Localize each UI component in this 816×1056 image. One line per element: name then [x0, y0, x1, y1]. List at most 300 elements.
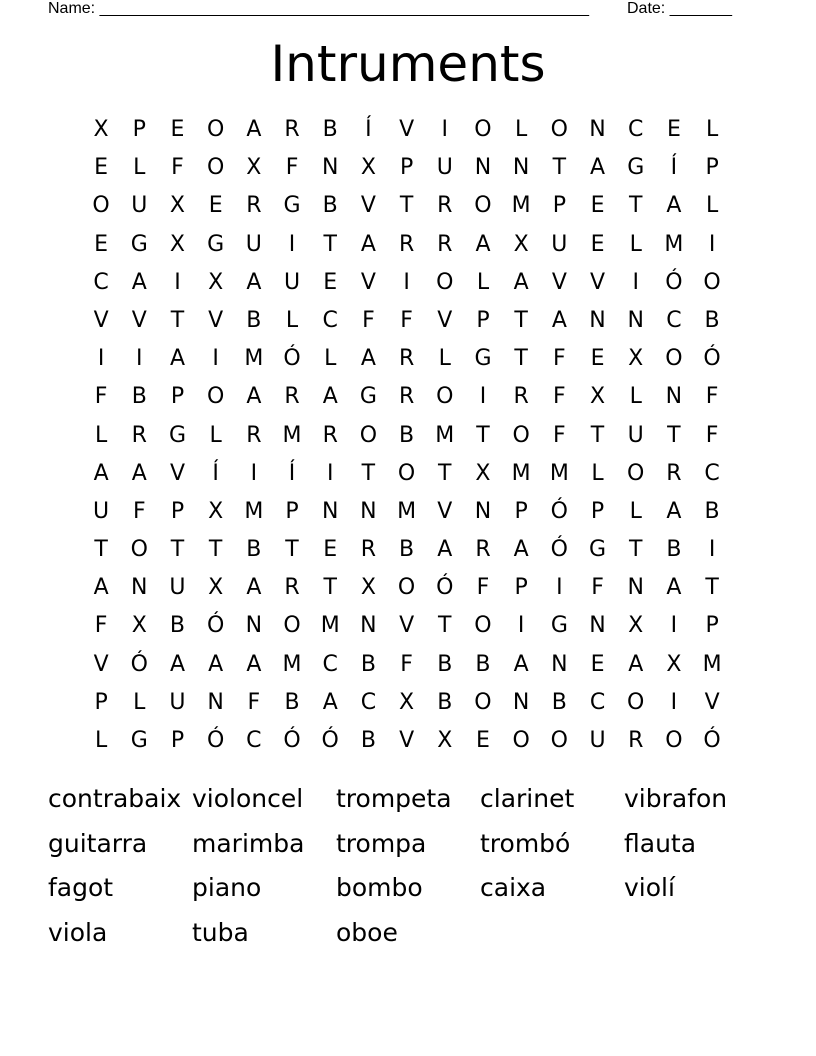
grid-letter[interactable]: X	[666, 651, 682, 677]
grid-letter[interactable]: M	[511, 193, 531, 219]
grid-letter[interactable]: U	[131, 193, 148, 219]
grid-letter[interactable]: I	[708, 231, 716, 257]
grid-letter[interactable]: L	[705, 193, 719, 219]
grid-letter[interactable]: R	[360, 537, 377, 563]
grid-letter[interactable]: T	[285, 537, 299, 563]
grid-letter[interactable]: Í	[670, 155, 678, 181]
grid-letter[interactable]: E	[94, 155, 109, 181]
grid-letter[interactable]: I	[479, 384, 487, 410]
grid-letter[interactable]: N	[207, 689, 224, 715]
grid-letter[interactable]: T	[552, 155, 567, 181]
grid-letter[interactable]: O	[436, 269, 454, 295]
grid-letter[interactable]: L	[515, 117, 528, 142]
grid-letter[interactable]: X	[246, 155, 262, 181]
grid-letter[interactable]: V	[437, 307, 453, 333]
grid-letter[interactable]: M	[244, 498, 264, 524]
grid-letter[interactable]: N	[512, 155, 530, 181]
grid-letter[interactable]: N	[512, 689, 530, 715]
grid-letter[interactable]: T	[438, 460, 452, 486]
grid-letter[interactable]: B	[475, 651, 491, 677]
grid-letter[interactable]: M	[282, 422, 302, 448]
grid-letter[interactable]: U	[169, 689, 186, 715]
grid-letter[interactable]: I	[403, 269, 410, 295]
grid-letter[interactable]: U	[245, 231, 262, 257]
grid-letter[interactable]: E	[323, 269, 338, 295]
grid-letter[interactable]: G	[130, 231, 148, 257]
grid-letter[interactable]: V	[169, 460, 185, 486]
grid-letter[interactable]: R	[322, 422, 338, 448]
grid-letter[interactable]: M	[702, 651, 722, 677]
grid-letter[interactable]: C	[666, 307, 682, 333]
grid-letter[interactable]: C	[589, 689, 606, 715]
grid-letter[interactable]: P	[705, 613, 719, 639]
grid-letter[interactable]: R	[131, 422, 147, 448]
grid-letter[interactable]: U	[551, 231, 568, 257]
grid-letter[interactable]: L	[285, 307, 299, 333]
grid-letter[interactable]: E	[590, 193, 605, 219]
grid-letter[interactable]: X	[208, 269, 224, 295]
grid-letter[interactable]: F	[553, 422, 566, 448]
grid-letter[interactable]: N	[589, 117, 606, 142]
grid-letter[interactable]: R	[666, 460, 682, 486]
name-field-label: Name: _______________________________________________________	[48, 0, 589, 17]
grid-letter[interactable]: N	[474, 155, 492, 181]
grid-letter[interactable]: P	[132, 117, 146, 142]
word-list-item: caixa	[480, 873, 547, 902]
grid-letter[interactable]: A	[246, 384, 262, 410]
grid-letter[interactable]: P	[590, 498, 605, 524]
grid-letter[interactable]: N	[321, 498, 339, 524]
grid-letter[interactable]: N	[627, 575, 644, 601]
grid-letter[interactable]: E	[323, 537, 338, 563]
grid-letter[interactable]: N	[474, 498, 492, 524]
grid-letter[interactable]: X	[628, 346, 644, 372]
grid-letter[interactable]: I	[174, 269, 181, 295]
grid-letter[interactable]: V	[399, 728, 415, 753]
grid-letter[interactable]: A	[322, 689, 338, 715]
grid-letter[interactable]: V	[590, 269, 606, 295]
grid-letter[interactable]: T	[514, 346, 528, 372]
grid-letter[interactable]: R	[437, 231, 453, 257]
grid-letter[interactable]: R	[284, 384, 300, 410]
grid-letter[interactable]: F	[132, 498, 146, 524]
grid-letter[interactable]: P	[514, 575, 528, 601]
grid-letter[interactable]: I	[517, 613, 525, 639]
grid-letter[interactable]: P	[170, 728, 185, 753]
grid-letter[interactable]: B	[169, 613, 186, 639]
page-title: Intruments	[270, 35, 546, 93]
grid-letter[interactable]: G	[589, 537, 607, 563]
grid-letter[interactable]: X	[208, 498, 224, 524]
grid-letter[interactable]: R	[398, 231, 415, 257]
grid-letter[interactable]: O	[627, 689, 645, 715]
grid-letter[interactable]: L	[133, 155, 146, 181]
grid-letter[interactable]: F	[400, 651, 413, 677]
grid-letter[interactable]: O	[206, 384, 225, 410]
grid-letter[interactable]: X	[169, 193, 185, 219]
grid-letter[interactable]: C	[704, 460, 720, 486]
grid-letter[interactable]: L	[629, 384, 642, 410]
grid-letter[interactable]: V	[93, 307, 109, 333]
grid-letter[interactable]: R	[284, 117, 300, 142]
grid-letter[interactable]: F	[705, 384, 719, 410]
grid-letter[interactable]: A	[590, 155, 606, 181]
grid-letter[interactable]: N	[245, 613, 263, 639]
grid-letter[interactable]: G	[207, 231, 225, 257]
grid-letter[interactable]: I	[288, 231, 296, 257]
grid-letter[interactable]: T	[514, 307, 528, 333]
grid-letter[interactable]: L	[476, 269, 490, 295]
grid-letter[interactable]: R	[437, 193, 453, 219]
grid-letter[interactable]: P	[476, 307, 490, 333]
grid-letter[interactable]: A	[322, 384, 338, 410]
grid-letter[interactable]: R	[284, 575, 300, 601]
grid-letter[interactable]: M	[664, 231, 684, 257]
grid-letter[interactable]: A	[437, 537, 453, 563]
grid-letter[interactable]: L	[629, 498, 642, 524]
grid-letter[interactable]: F	[591, 575, 604, 601]
grid-letter[interactable]: N	[627, 307, 644, 333]
grid-letter[interactable]: M	[397, 498, 417, 524]
grid-letter[interactable]: Í	[212, 460, 219, 486]
word-list-item: oboe	[336, 917, 398, 947]
grid-letter[interactable]: A	[513, 269, 529, 295]
grid-letter[interactable]: T	[170, 307, 185, 333]
grid-letter[interactable]: F	[171, 155, 184, 181]
grid-letter[interactable]: G	[550, 613, 568, 639]
grid-letter[interactable]: O	[703, 269, 721, 295]
grid-letter[interactable]: O	[512, 728, 530, 753]
grid-letter[interactable]: L	[209, 422, 222, 448]
grid-letter[interactable]: X	[208, 575, 224, 601]
grid-letter[interactable]: O	[206, 155, 225, 181]
grid-letter[interactable]: M	[549, 460, 569, 486]
grid-letter[interactable]: Ó	[703, 728, 721, 753]
grid-letter[interactable]: Ó	[665, 269, 683, 295]
word-list-item: trompeta	[336, 784, 452, 813]
grid-letter[interactable]: Ó	[206, 728, 225, 753]
grid-letter[interactable]: M	[320, 613, 340, 639]
grid-letter[interactable]: A	[666, 575, 682, 601]
grid-letter[interactable]: G	[627, 155, 645, 181]
grid-letter[interactable]: O	[627, 460, 645, 486]
grid-letter[interactable]: B	[666, 537, 682, 563]
grid-letter[interactable]: G	[168, 422, 186, 448]
grid-letter[interactable]: T	[323, 231, 337, 257]
grid-letter[interactable]: O	[550, 728, 568, 753]
grid-letter[interactable]: B	[437, 651, 453, 677]
grid-letter[interactable]: B	[399, 422, 415, 448]
grid-letter[interactable]: A	[513, 537, 529, 563]
grid-letter[interactable]: N	[589, 613, 606, 639]
grid-letter[interactable]: I	[670, 689, 678, 715]
grid-letter[interactable]: L	[438, 346, 451, 372]
grid-letter[interactable]: V	[208, 307, 224, 333]
grid-letter[interactable]: P	[514, 498, 528, 524]
grid-letter[interactable]: V	[437, 498, 453, 524]
grid-letter[interactable]: M	[511, 460, 531, 486]
grid-letter[interactable]: A	[360, 346, 376, 372]
grid-letter[interactable]: V	[360, 193, 376, 219]
grid-letter[interactable]: O	[92, 193, 110, 219]
grid-letter[interactable]: B	[131, 384, 147, 410]
grid-letter[interactable]: U	[589, 728, 606, 753]
grid-letter[interactable]: O	[397, 460, 416, 486]
grid-letter[interactable]: A	[666, 193, 682, 219]
grid-row	[82, 722, 732, 760]
grid-letter[interactable]: B	[551, 689, 567, 715]
grid-letter[interactable]: B	[399, 537, 415, 563]
grid-letter[interactable]: P	[705, 155, 719, 181]
grid-letter[interactable]: T	[361, 460, 376, 486]
grid-letter[interactable]: U	[627, 422, 644, 448]
grid-letter[interactable]: F	[247, 689, 261, 715]
grid-letter[interactable]: I	[250, 460, 258, 486]
grid-letter[interactable]: Ó	[206, 613, 225, 639]
grid-letter[interactable]: E	[94, 231, 109, 257]
grid-letter[interactable]: V	[704, 689, 720, 715]
grid-letter[interactable]: T	[628, 537, 643, 563]
grid-letter[interactable]: G	[283, 193, 301, 219]
grid-letter[interactable]: Ó	[283, 728, 301, 753]
grid-letter[interactable]: P	[399, 155, 414, 181]
grid-letter[interactable]: I	[441, 117, 449, 142]
grid-letter[interactable]: G	[359, 384, 377, 410]
grid-letter[interactable]: N	[551, 651, 568, 677]
grid-letter[interactable]: V	[399, 613, 415, 639]
grid-letter[interactable]: A	[131, 460, 147, 486]
grid-letter[interactable]: G	[130, 728, 148, 753]
grid-letter[interactable]: X	[437, 728, 453, 753]
grid-letter[interactable]: A	[628, 651, 644, 677]
grid-letter[interactable]: C	[628, 117, 644, 142]
grid-letter[interactable]: B	[360, 728, 376, 753]
grid-letter[interactable]: L	[324, 346, 337, 372]
grid-letter[interactable]: F	[94, 613, 108, 639]
grid-letter[interactable]: L	[94, 422, 108, 448]
grid-letter[interactable]: X	[360, 575, 376, 601]
grid-letter[interactable]: Ó	[130, 651, 148, 677]
grid-letter[interactable]: E	[590, 346, 605, 372]
grid-letter[interactable]: T	[323, 575, 337, 601]
grid-letter[interactable]: U	[436, 155, 453, 181]
grid-row	[82, 149, 732, 187]
grid-letter[interactable]: E	[666, 117, 681, 142]
word-list-item: violí	[624, 873, 675, 902]
grid-letter[interactable]: R	[246, 193, 262, 219]
grid-letter[interactable]: A	[246, 651, 262, 677]
grid-letter[interactable]: N	[360, 613, 377, 639]
grid-letter[interactable]: N	[131, 575, 148, 601]
grid-letter[interactable]: T	[94, 537, 108, 563]
grid-letter[interactable]: A	[93, 575, 109, 601]
grid-letter[interactable]: Ó	[550, 537, 568, 563]
grid-letter[interactable]: N	[321, 155, 339, 181]
grid-letter[interactable]: C	[93, 269, 109, 295]
grid-letter[interactable]: R	[398, 346, 415, 372]
grid-letter[interactable]: F	[400, 307, 413, 333]
grid-letter[interactable]: I	[326, 460, 334, 486]
grid-letter[interactable]: L	[133, 689, 146, 715]
grid-letter[interactable]: B	[437, 689, 453, 715]
grid-letter[interactable]: Í	[288, 460, 296, 486]
grid-letter[interactable]: I	[556, 575, 563, 601]
grid-letter[interactable]: O	[474, 193, 492, 219]
grid-letter[interactable]: Ó	[283, 346, 301, 372]
grid-letter[interactable]: A	[360, 231, 376, 257]
grid-letter[interactable]: A	[169, 651, 185, 677]
grid-letter[interactable]: P	[170, 498, 185, 524]
grid-letter[interactable]: N	[665, 384, 683, 410]
grid-letter[interactable]: G	[474, 346, 492, 372]
grid-letter[interactable]: E	[476, 728, 490, 753]
grid-letter[interactable]: L	[705, 117, 719, 142]
grid-letter[interactable]: B	[284, 689, 300, 715]
grid-letter[interactable]: T	[590, 422, 605, 448]
grid-letter[interactable]: T	[628, 193, 643, 219]
word-search-grid	[82, 111, 732, 760]
grid-letter[interactable]: U	[93, 498, 110, 524]
grid-letter[interactable]: Ó	[550, 498, 568, 524]
grid-letter[interactable]: I	[212, 346, 219, 372]
grid-letter[interactable]: B	[360, 651, 376, 677]
grid-letter[interactable]: O	[474, 613, 492, 639]
grid-letter[interactable]: T	[705, 575, 719, 601]
grid-letter[interactable]: X	[169, 231, 185, 257]
grid-letter[interactable]: R	[628, 728, 644, 753]
grid-letter[interactable]: O	[206, 117, 225, 142]
grid-letter[interactable]: A	[475, 231, 491, 257]
grid-letter[interactable]: A	[169, 346, 185, 372]
grid-letter[interactable]: R	[513, 384, 529, 410]
grid-letter[interactable]: Í	[365, 117, 372, 142]
grid-letter[interactable]: B	[322, 193, 338, 219]
grid-letter[interactable]: P	[285, 498, 299, 524]
grid-letter[interactable]: E	[590, 231, 605, 257]
grid-letter[interactable]: Ó	[321, 728, 339, 753]
grid-letter[interactable]: Ó	[703, 346, 721, 372]
grid-letter[interactable]: X	[131, 613, 147, 639]
grid-letter[interactable]: V	[93, 651, 109, 677]
grid-letter[interactable]: F	[553, 384, 566, 410]
grid-letter[interactable]: M	[244, 346, 264, 372]
grid-letter[interactable]: B	[246, 307, 262, 333]
grid-letter[interactable]: O	[665, 346, 683, 372]
grid-letter[interactable]: B	[322, 117, 338, 142]
grid-letter[interactable]: L	[629, 231, 642, 257]
grid-letter[interactable]: M	[435, 422, 455, 448]
grid-letter[interactable]: X	[360, 155, 376, 181]
grid-letter[interactable]: P	[94, 689, 108, 715]
grid-letter[interactable]: E	[590, 651, 605, 677]
grid-row	[82, 607, 732, 645]
grid-letter[interactable]: R	[475, 537, 491, 563]
grid-letter[interactable]: F	[285, 155, 299, 181]
grid-letter[interactable]: B	[704, 307, 720, 333]
grid-row	[82, 417, 732, 455]
grid-letter[interactable]: B	[246, 537, 262, 563]
grid-letter[interactable]: A	[246, 269, 262, 295]
grid-letter[interactable]: X	[475, 460, 491, 486]
grid-letter[interactable]: I	[670, 613, 678, 639]
grid-letter[interactable]: T	[438, 613, 452, 639]
grid-letter[interactable]: O	[436, 384, 454, 410]
grid-letter[interactable]: C	[246, 728, 262, 753]
grid-letter[interactable]: X	[93, 117, 109, 142]
grid-letter[interactable]: F	[553, 346, 566, 372]
grid-letter[interactable]: F	[705, 422, 719, 448]
grid-letter[interactable]: O	[359, 422, 378, 448]
grid-letter[interactable]: N	[589, 307, 606, 333]
grid-letter[interactable]: X	[589, 384, 606, 410]
grid-letter[interactable]: T	[667, 422, 681, 448]
grid-letter[interactable]: E	[208, 193, 223, 219]
grid-letter[interactable]: T	[208, 537, 223, 563]
grid-letter[interactable]: I	[632, 269, 639, 295]
grid-letter[interactable]: A	[93, 460, 109, 486]
grid-letter[interactable]: C	[360, 689, 377, 715]
grid-letter[interactable]: P	[552, 193, 566, 219]
grid-letter[interactable]: A	[246, 575, 262, 601]
grid-letter[interactable]: C	[322, 307, 338, 333]
grid-letter[interactable]: T	[399, 193, 414, 219]
grid-letter[interactable]: O	[550, 117, 568, 142]
grid-letter[interactable]: O	[474, 689, 492, 715]
grid-letter[interactable]: U	[283, 269, 301, 295]
grid-letter[interactable]: T	[170, 537, 185, 563]
grid-letter[interactable]: O	[512, 422, 530, 448]
grid-letter[interactable]: E	[170, 117, 185, 142]
grid-letter[interactable]: C	[322, 651, 338, 677]
grid-letter[interactable]: V	[360, 269, 376, 295]
grid-letter[interactable]: A	[666, 498, 682, 524]
grid-letter[interactable]: I	[708, 537, 716, 563]
grid-letter[interactable]: B	[704, 498, 720, 524]
grid-letter[interactable]: T	[476, 422, 490, 448]
grid-letter[interactable]: M	[282, 651, 302, 677]
grid-letter[interactable]: R	[246, 422, 262, 448]
grid-letter[interactable]: O	[283, 613, 301, 639]
grid-letter[interactable]: A	[246, 117, 262, 142]
grid-letter[interactable]: F	[362, 307, 375, 333]
grid-letter[interactable]: A	[513, 651, 529, 677]
grid-letter[interactable]: V	[399, 117, 415, 142]
grid-letter[interactable]: O	[474, 117, 492, 142]
grid-letter[interactable]: O	[665, 728, 683, 753]
grid-letter[interactable]: V	[131, 307, 147, 333]
grid-letter[interactable]: A	[208, 651, 224, 677]
grid-letter[interactable]: A	[551, 307, 567, 333]
grid-letter[interactable]: U	[169, 575, 186, 601]
grid-letter[interactable]: O	[130, 537, 148, 563]
grid-letter[interactable]: Ó	[436, 575, 454, 601]
grid-letter[interactable]: P	[170, 384, 185, 410]
grid-letter[interactable]: I	[97, 346, 105, 372]
grid-letter[interactable]: X	[399, 689, 415, 715]
grid-letter[interactable]: R	[398, 384, 415, 410]
grid-letter[interactable]: I	[136, 346, 143, 372]
grid-letter[interactable]: F	[476, 575, 490, 601]
grid-letter[interactable]: X	[628, 613, 644, 639]
grid-letter[interactable]: F	[94, 384, 108, 410]
grid-letter[interactable]: N	[360, 498, 377, 524]
grid-letter[interactable]: O	[397, 575, 416, 601]
grid-letter[interactable]: L	[94, 728, 108, 753]
grid-letter[interactable]: L	[591, 460, 604, 486]
grid-letter[interactable]: A	[131, 269, 147, 295]
grid-letter[interactable]: V	[551, 269, 567, 295]
grid-letter[interactable]: X	[513, 231, 529, 257]
